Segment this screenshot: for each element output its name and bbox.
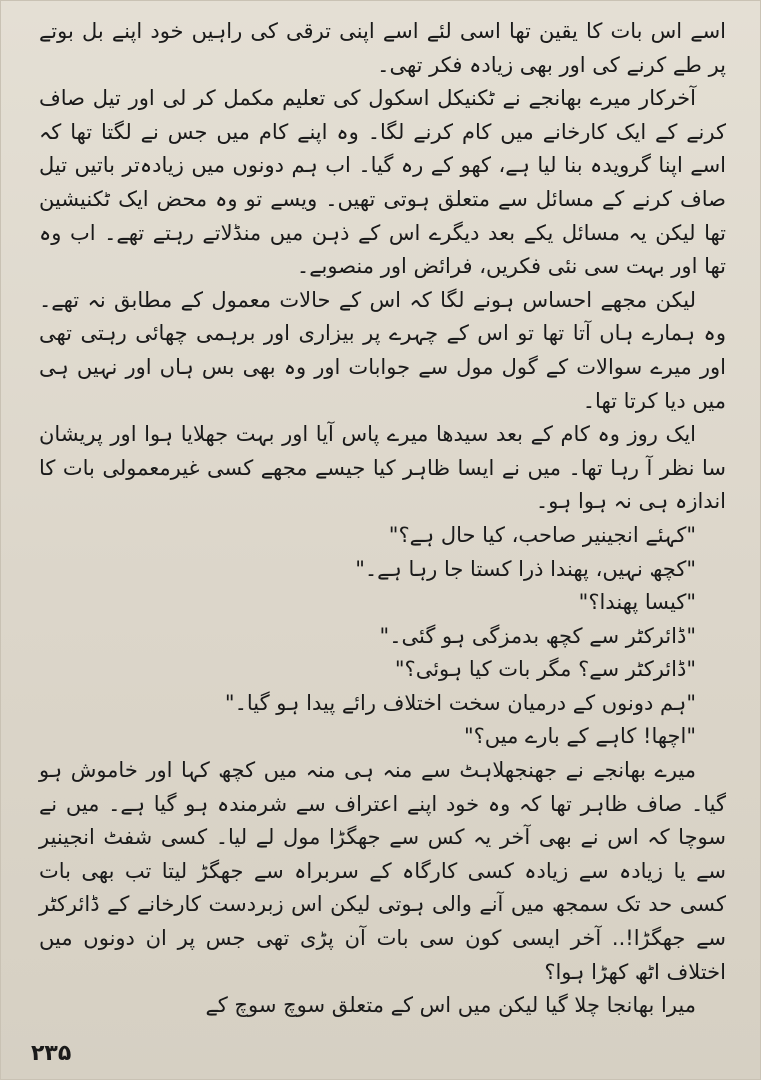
paragraph: اسے اس بات کا یقین تھا اسی لئے اسے اپنی ترقی کی راہیں خود اپنے بل بوتے پر طے کرنے کی اور بھی زیادہ فکر تھی۔ (39, 19, 726, 77)
dialogue-line: "اچھا! کاہے کے بارے میں؟" (463, 724, 696, 749)
dialogue-line: "ڈائرکٹر سے؟ مگر بات کیا ہوئی؟" (394, 657, 696, 682)
paragraph: لیکن مجھے احساس ہونے لگا کہ اس کے حالات معمول کے مطابق نہ تھے۔ وہ ہمارے ہاں آتا تھا تو اس کے چہرے پر بیزاری اور برہمی چھائی رہتی تھی اور میرے سوالات کے گول مول سے جوابات اور وہ بھی بس ہاں اور نہیں ہی میں دیا کرتا تھا۔ (39, 287, 726, 413)
paragraph: آخرکار میرے بھانجے نے ٹکنیکل اسکول کی تعلیم مکمل کر لی اور تیل صاف کرنے کے ایک کارخانے میں کام کرنے لگا۔ وہ اپنے کام میں جس نے لگتا تھا کہ اسے اپنا گرویدہ بنا لیا ہے، کھو کے رہ گیا۔ اب ہم دونوں میں زیادہ‌تر باتیں تیل صاف کرنے کے مسائل سے متعلق ہوتی تھیں۔ ویسے تو وہ محض ایک ٹکنیشین تھا لیکن یہ مسائل یکے بعد دیگرے اس کے ذہن میں منڈلاتے رہتے تھے۔ اب وہ تھا اور بہت سی نئی فکریں، فرائض اور منصوبے۔ (39, 86, 726, 279)
dialogue-line: "کہئے انجینیر صاحب، کیا حال ہے؟" (388, 522, 696, 547)
dialogue-line: "کچھ نہیں، پھندا ذرا کستا جا رہا ہے۔" (355, 556, 696, 581)
dialogue-line: "کیسا پھندا؟" (578, 590, 696, 615)
dialogue-line: "ڈائرکٹر سے کچھ بدمزگی ہو گئی۔" (379, 623, 696, 648)
paragraph: میرا بھانجا چلا گیا لیکن میں اس کے متعلق سوچ سوچ کے (205, 993, 696, 1018)
paragraph: میرے بھانجے نے جھنجھلاہٹ سے منہ ہی منہ میں کچھ کہا اور خاموش ہو گیا۔ صاف ظاہر تھا کہ وہ خود اپنے اعتراف سے شرمندہ ہو گیا ہے۔ میں نے سوچا کہ اس نے بھی آخر یہ کس سے جھگڑا مول لے لیا۔ کسی شفٹ انجینیر سے یا زیادہ سے زیادہ کسی کارگاہ کے سربراہ سے جھگڑ لیتا تب بھی بات کسی حد تک سمجھ میں آنے والی ہوتی لیکن اس زبردست کارخانے کے ڈائرکٹر سے جھگڑا!.. آخر ایسی کون سی بات آن پڑی تھی جس پر ان دونوں میں اختلاف اٹھ کھڑا ہوا؟ (39, 758, 726, 984)
page-text (39, 15, 726, 1023)
page-number: ۲۳۵ (31, 1041, 72, 1066)
dialogue-line: "ہم دونوں کے درمیان سخت اختلاف رائے پیدا ہو گیا۔" (224, 690, 696, 715)
paragraph: ایک روز وہ کام کے بعد سیدھا میرے پاس آیا اور بہت جھلایا ہوا اور پریشان سا نظر آ رہا تھا۔ میں نے ایسا ظاہر کیا جیسے مجھے کسی غیرمعمولی بات کا اندازہ ہی نہ ہوا ہو۔ (39, 422, 726, 514)
